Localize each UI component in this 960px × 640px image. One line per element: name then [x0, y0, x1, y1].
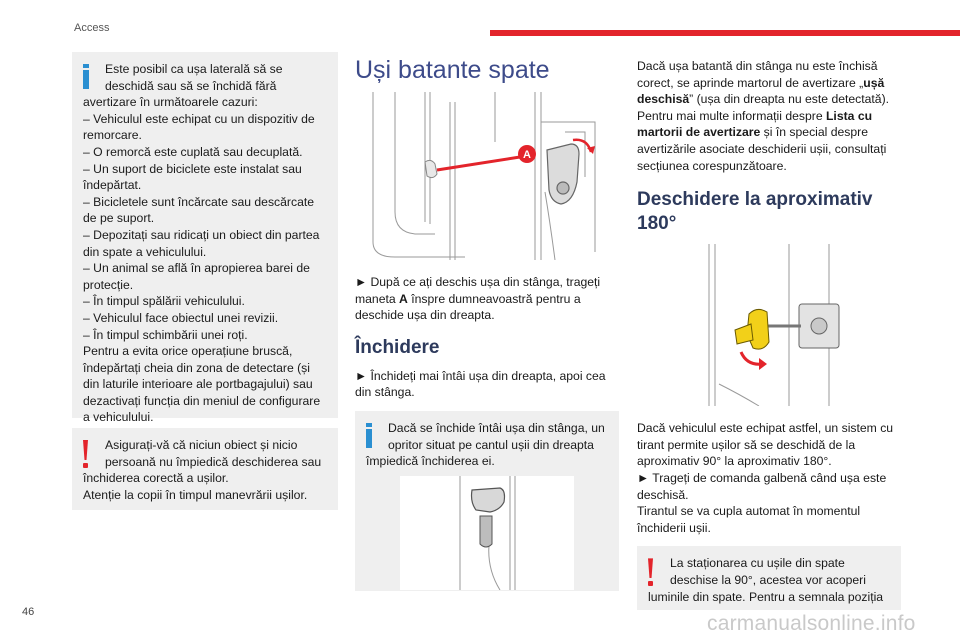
section-title-closing: Închidere	[355, 336, 440, 358]
info-line: Pentru a evita orice operațiune bruscă,	[83, 344, 293, 359]
info-line: – Vehiculul face obiectul unei revizii.	[83, 310, 279, 325]
header-section-label: Access	[74, 22, 110, 34]
door-stop-drawing	[400, 476, 574, 590]
warning-line: deschise la 90°, acestea vor acoperi	[670, 572, 866, 587]
info-line: Dacă se închide întâi ușa din stânga, un	[388, 420, 605, 435]
info-line: avertizare în următoarele cazuri:	[83, 95, 258, 110]
column-2	[355, 52, 619, 591]
rear-door-handle-drawing	[355, 92, 619, 260]
info-line: – Un animal se află în apropierea barei de	[83, 261, 310, 276]
info-line: – În timpul schimbării unei roți.	[83, 327, 248, 342]
illustration-door-stop	[400, 476, 574, 590]
warning-line: închiderea corectă a ușilor.	[83, 471, 229, 486]
info-line: – În timpul spălării vehiculului.	[83, 294, 245, 309]
info-icon	[366, 420, 372, 453]
door-strap-drawing	[679, 244, 853, 406]
warning-box-parking-90	[637, 546, 901, 610]
info-line: împiedică închiderea ei.	[366, 454, 495, 469]
warning-icon	[83, 437, 89, 470]
info-line: a vehiculului.	[83, 410, 154, 425]
info-line: de pe suport.	[83, 211, 155, 226]
step-pull-yellow-control: ► Trageți de comanda galbenă când ușa este deschisă.	[637, 470, 887, 502]
warning-icon	[648, 555, 654, 588]
info-line: opritor situat pe cantul ușii din dreapta	[388, 437, 594, 452]
step-open-right-door: ► După ce ați deschis ușa din stânga, trageți maneta A înspre dumneavoastră pentru a deschide ușa din dreapta.	[355, 275, 601, 323]
info-box-side-door	[72, 52, 338, 425]
warning-box-doors	[72, 428, 338, 510]
warning-line: persoană nu împiedică deschiderea sau	[105, 454, 322, 469]
info-line: – Bicicletele sunt încărcate sau descărcate	[83, 194, 315, 209]
info-line: protecție.	[83, 277, 134, 292]
warning-line: luminile din spate. Pentru a semnala poziția	[648, 589, 884, 604]
illustration-door-strap	[679, 244, 853, 406]
step-close-doors: ► Închideți mai întâi ușa din dreapta, apoi cea din stânga.	[355, 368, 606, 400]
info-box-door-stop	[355, 411, 619, 591]
info-line: din spate a vehiculului.	[83, 244, 207, 259]
info-line: îndepărtat.	[83, 178, 142, 193]
info-line: – O remorcă este cuplată sau decuplată.	[83, 144, 303, 159]
info-line: dezactivați funcția din meniul de configurare	[83, 393, 321, 408]
warning-line: Asigurați-vă că niciun obiect și nicio	[105, 438, 298, 452]
section-title-rear-doors: Uși batante spate	[355, 56, 550, 84]
paragraph-strap-system: Dacă vehiculul este echipat astfel, un sistem cu tirant permite ușilor să se deschidă de la aproximativ 90° la aproximativ 180°.	[637, 421, 894, 469]
info-line: – Vehiculul este echipat cu un dispozitiv de	[83, 111, 315, 126]
info-line: – Depozitați sau ridicați un obiect din partea	[83, 227, 320, 242]
info-line: – Un suport de biciclete este instalat sau	[83, 161, 302, 176]
section-title-open-180: Deschidere la aproximativ 180°	[637, 189, 873, 235]
info-line: Este posibil ca ușa laterală să se	[105, 62, 283, 76]
paragraph-strap-auto-engage: Tirantul se va cupla automat în momentul închiderii ușii.	[637, 504, 861, 535]
page-number: 46	[22, 606, 35, 618]
footer-watermark-url: carmanualsonline.info	[707, 612, 916, 635]
warning-line: Atenție la copii în timpul manevrării ușilor.	[83, 487, 308, 502]
info-icon	[83, 61, 89, 94]
info-line: deschidă sau să se închidă fără	[105, 78, 277, 93]
info-line: remorcare.	[83, 128, 142, 143]
column-3	[637, 52, 901, 610]
callout-a-label: A	[523, 149, 531, 161]
header-red-bar	[490, 30, 960, 36]
info-line: din laturile interioare ale portbagajului) sau	[83, 377, 313, 392]
warning-line: La staționarea cu ușile din spate	[670, 556, 845, 571]
illustration-rear-door-handle	[355, 92, 619, 260]
paragraph-door-warning-light: Dacă ușa batantă din stânga nu este închisă corect, se aprinde martorul de avertizare „ușă deschisă” (ușa din dreapta nu este detectată). Pentru mai multe informații despre Lista cu martorii de avertizare și în special despre avertizările asociate deschiderii ușii, consultați secțiunea corespunzătoare.	[637, 59, 890, 173]
info-line: îndepărtați cheia din zona de detectare (și	[83, 360, 310, 375]
column-1	[72, 52, 338, 510]
